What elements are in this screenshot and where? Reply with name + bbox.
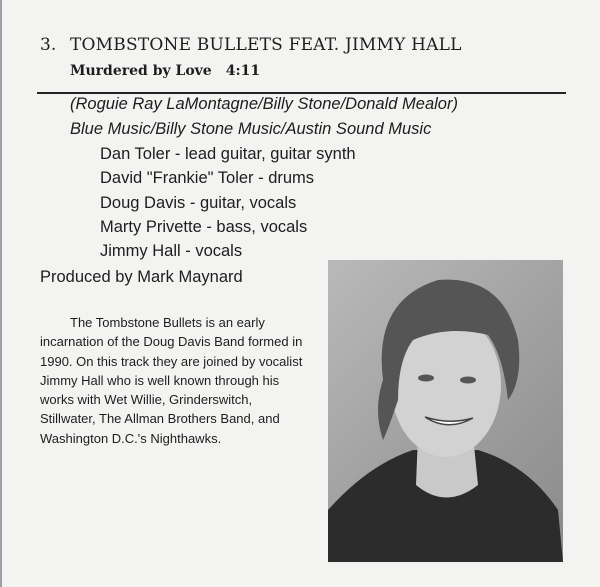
song-title: Murdered by Love bbox=[70, 63, 212, 79]
track-number: 3. bbox=[40, 35, 57, 55]
personnel-item: Marty Privette - bass, vocals bbox=[100, 218, 308, 236]
page-edge bbox=[0, 0, 2, 587]
track-subtitle bbox=[70, 63, 260, 79]
personnel-item: Dan Toler - lead guitar, guitar synth bbox=[100, 145, 356, 163]
divider bbox=[37, 92, 566, 94]
song-duration: 4:11 bbox=[225, 63, 261, 79]
portrait-illustration bbox=[328, 260, 563, 562]
track-artist: TOMBSTONE BULLETS FEAT. JIMMY HALL bbox=[70, 35, 462, 55]
personnel-item: David "Frankie" Toler - drums bbox=[100, 169, 315, 187]
description bbox=[40, 313, 305, 448]
publishers: Blue Music/Billy Stone Music/Austin Sound Music bbox=[70, 120, 432, 138]
producer-credit: Produced by Mark Maynard bbox=[40, 268, 243, 286]
description-text: The Tombstone Bullets is an early incarnation of the Doug Davis Band formed in 1990. On this track they are joined by vocalist Jimmy Hall who is well known through his works with Wet Willie, Grinderswitch, Stillwater, The Allman Brothers Band, and Washington D.C.'s Nighthawks. bbox=[40, 315, 303, 446]
portrait-photo bbox=[328, 260, 563, 562]
writers: (Roguie Ray LaMontagne/Billy Stone/Donald Mealor) bbox=[70, 95, 458, 113]
personnel-item: Doug Davis - guitar, vocals bbox=[100, 194, 297, 212]
personnel-item: Jimmy Hall - vocals bbox=[100, 242, 243, 260]
